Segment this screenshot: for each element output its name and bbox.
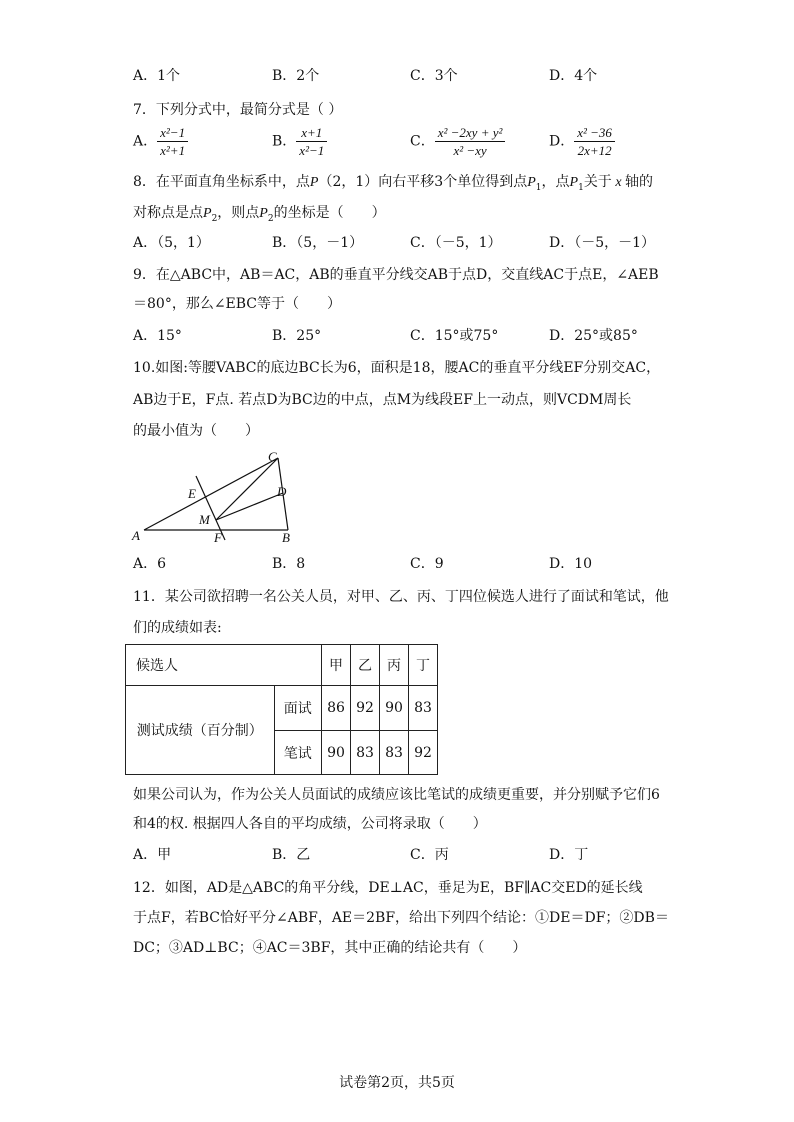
label-e: E: [188, 486, 196, 501]
q6-option-d: D．4个: [549, 68, 598, 84]
q9-option-c: C．15°或75°: [410, 328, 499, 344]
q8-line2: 对称点是点$P_2$，则点$P_2$的坐标是（ ）: [133, 205, 386, 224]
q7-option-a: A． $\frac{\text{x²−1}}{\text{x²+1}}$: [133, 124, 188, 159]
q6-option-c: C．3个: [410, 68, 458, 84]
q10-option-d: D．10: [549, 556, 593, 572]
q11-option-b: B．乙: [272, 847, 311, 863]
q11-after-line2: 和4的权. 根据四人各自的平均成绩，公司将录取（ ）: [133, 816, 487, 832]
q8-option-c: C．（－5，1）: [410, 235, 502, 251]
fraction: $\frac{\text{x² −36}}{2x+12}$: [574, 124, 615, 159]
page-footer: 试卷第2页，共5页: [339, 1075, 455, 1091]
q9-option-d: D．25°或85°: [549, 328, 638, 344]
q7-option-b: B． $\frac{x+1}{\text{x²−1}}$: [272, 124, 327, 159]
table-candidate: 甲: [322, 645, 351, 686]
q9-option-a: A．15°: [133, 328, 182, 344]
q10-option-a: A．6: [133, 556, 167, 572]
q10-option-b: B．8: [272, 556, 306, 572]
table-row-name: 面试: [274, 686, 321, 731]
table-cell: 90: [322, 731, 351, 775]
table-candidate: 丙: [380, 645, 409, 686]
q8-line1: 8．在平面直角坐标系中，点P（2，1）向右平移3个单位得到点$P_1$，点$P_1$关于 x 轴的: [133, 174, 654, 193]
q8-option-a: A．（5，1）: [133, 235, 210, 251]
q11-after-line1: 如果公司认为，作为公关人员面试的成绩应该比笔试的成绩更重要，并分别赋予它们6: [133, 787, 660, 803]
q10-triangle-figure: [130, 448, 300, 544]
table-group-label: 测试成绩（百分制）: [126, 686, 275, 775]
table-candidate: 乙: [351, 645, 380, 686]
table-cell: 83: [409, 686, 438, 731]
score-table: [125, 644, 438, 775]
q9-line1: 9．在△ABC中，AB＝AC，AB的垂直平分线交AB于点D，交直线AC于点E，∠AEB: [133, 267, 659, 283]
table-cell: 83: [380, 731, 409, 775]
q7-stem: 7．下列分式中，最简分式是（ ）: [133, 102, 343, 118]
q12-line3: DC；③AD⊥BC；④AC＝3BF，其中正确的结论共有（ ）: [133, 940, 527, 956]
q8-option-b: B．（5，－1）: [272, 235, 364, 251]
table-cell: 86: [322, 686, 351, 731]
q6-option-b: B．2个: [272, 68, 320, 84]
table-header-row: [126, 645, 438, 686]
q7-option-d: D． $\frac{\text{x² −36}}{2x+12}$: [549, 124, 615, 159]
q11-option-c: C．丙: [410, 847, 449, 863]
q11-line1: 11．某公司欲招聘一名公关人员，对甲、乙、丙、丁四位候选人进行了面试和笔试，他: [133, 589, 669, 605]
table-row: [126, 686, 438, 731]
segment-cm: [216, 458, 278, 520]
q10-line3: 的最小值为（ ）: [133, 423, 259, 439]
side-ac: [144, 458, 278, 530]
q12-line2: 于点F，若BC恰好平分∠ABF，AE＝2BF，给出下列四个结论：①DE＝DF；②DB＝: [133, 910, 669, 926]
q10-line2: AB边于E，F点. 若点D为BC边的中点，点M为线段EF上一动点，则VCDM周长: [133, 392, 632, 408]
table-cell: 92: [351, 686, 380, 731]
fraction: $\frac{\text{x² −2xy + y²}}{\text{x² −xy}}$: [435, 124, 506, 159]
q7-option-c: C． $\frac{\text{x² −2xy + y²}}{\text{x² −xy}}$: [410, 124, 505, 159]
table-header-label: 候选人: [126, 645, 322, 686]
q9-option-b: B．25°: [272, 328, 322, 344]
q10-option-c: C．9: [410, 556, 444, 572]
q12-line1: 12．如图，AD是△ABC的角平分线，DE⊥AC，垂足为E，BF∥AC交ED的延长线: [133, 880, 643, 896]
q11-line2: 们的成绩如表:: [133, 620, 222, 636]
label-b: B: [282, 530, 290, 544]
label-a: A: [132, 528, 140, 543]
label-m: M: [199, 512, 210, 527]
q11-option-a: A．甲: [133, 847, 172, 863]
q6-option-a: A．1个: [133, 68, 181, 84]
label-f: F: [214, 530, 222, 544]
q9-line2: ＝80°，那么∠EBC等于（ ）: [133, 296, 342, 312]
q8-option-d: D．（－5，－1）: [549, 235, 656, 251]
q10-line1: 10.如图:等腰VABC的底边BC长为6，面积是18，腰AC的垂直平分线EF分别交AC，: [133, 360, 661, 376]
q11-option-d: D．丁: [549, 847, 589, 863]
label-c: C: [268, 449, 277, 464]
label-d: D: [277, 484, 287, 499]
table-cell: 90: [380, 686, 409, 731]
table-row-name: 笔试: [274, 731, 321, 775]
table-cell: 83: [351, 731, 380, 775]
segment-dm: [216, 493, 283, 520]
table-cell: 92: [409, 731, 438, 775]
fraction: $\frac{x+1}{\text{x²−1}}$: [296, 124, 327, 159]
table-candidate: 丁: [409, 645, 438, 686]
fraction: $\frac{\text{x²−1}}{\text{x²+1}}$: [157, 124, 188, 159]
